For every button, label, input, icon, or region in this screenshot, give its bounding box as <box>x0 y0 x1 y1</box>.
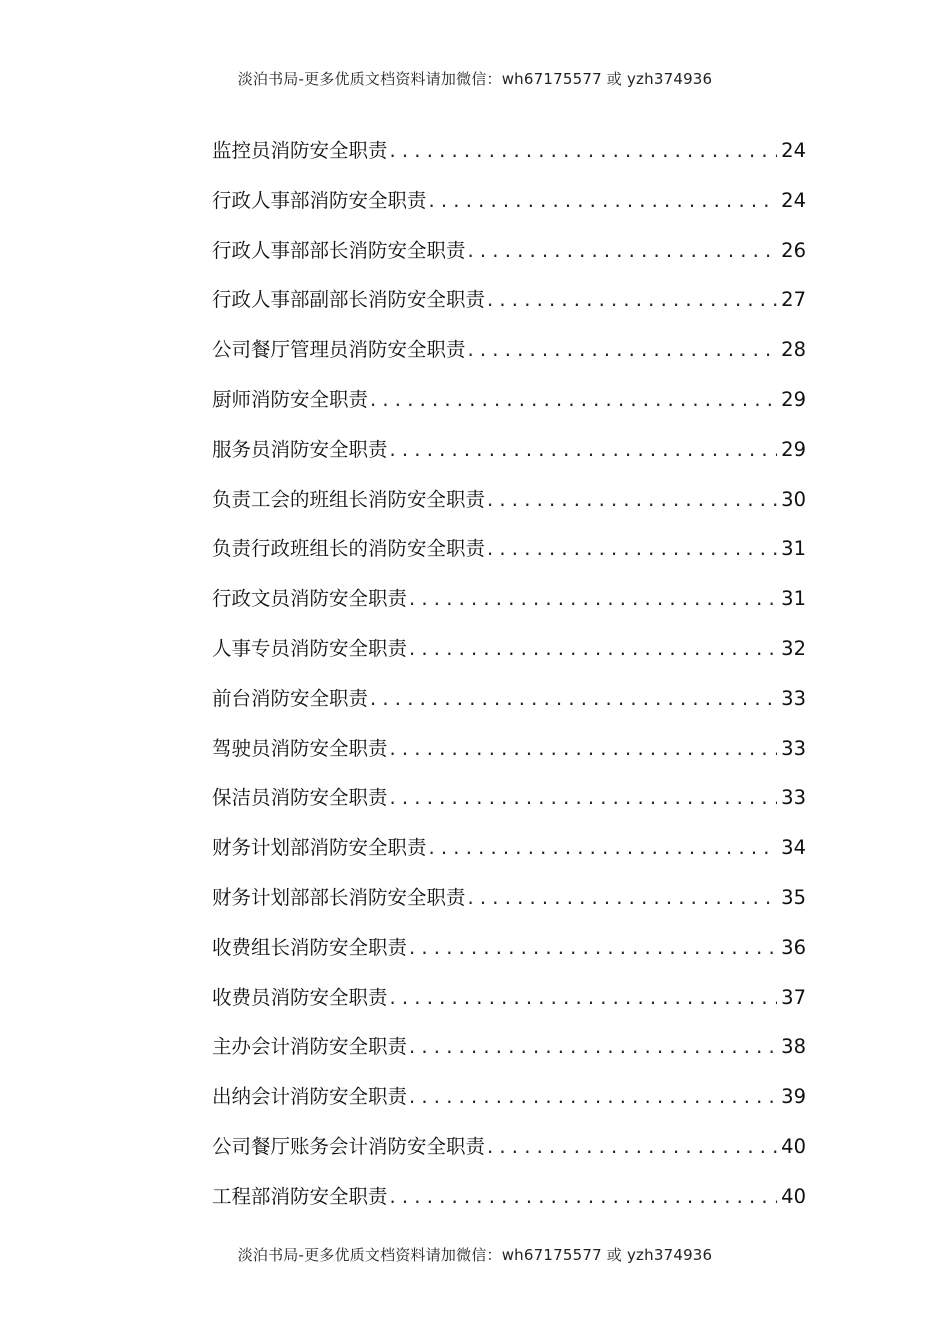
toc-dot-leader <box>487 1132 777 1162</box>
toc-entry[interactable] <box>212 684 806 734</box>
toc-entry-page-number: 27 <box>781 288 806 312</box>
toc-entry-title: 公司餐厅管理员消防安全职责 <box>212 338 466 362</box>
toc-entry[interactable] <box>212 435 806 485</box>
toc-entry-page-number: 31 <box>781 587 806 611</box>
toc-entry-page-number: 36 <box>781 935 806 959</box>
toc-entry[interactable] <box>212 1082 806 1132</box>
toc-entry-page-number: 40 <box>781 1134 806 1158</box>
toc-dot-leader <box>468 236 778 266</box>
toc-entry-page-number: 37 <box>781 985 806 1009</box>
toc-dot-leader <box>409 1082 777 1112</box>
toc-entry[interactable] <box>212 136 806 186</box>
table-of-contents <box>212 136 806 1232</box>
toc-entry-title: 工程部消防安全职责 <box>212 1184 388 1208</box>
toc-entry-title: 前台消防安全职责 <box>212 686 369 710</box>
toc-entry-title: 收费员消防安全职责 <box>212 985 388 1009</box>
toc-dot-leader <box>390 1182 778 1212</box>
toc-dot-leader <box>390 435 778 465</box>
toc-entry[interactable] <box>212 1182 806 1232</box>
toc-entry-page-number: 38 <box>781 1035 806 1059</box>
toc-entry-title: 行政人事部副部长消防安全职责 <box>212 288 486 312</box>
toc-entry-title: 负责行政班组长的消防安全职责 <box>212 537 486 561</box>
toc-entry-page-number: 39 <box>781 1085 806 1109</box>
toc-entry[interactable] <box>212 1032 806 1082</box>
toc-dot-leader <box>487 285 777 315</box>
toc-dot-leader <box>429 833 778 863</box>
toc-entry-page-number: 24 <box>781 188 806 212</box>
toc-dot-leader <box>390 136 778 166</box>
toc-entry-title: 驾驶员消防安全职责 <box>212 736 388 760</box>
toc-dot-leader <box>487 534 777 564</box>
toc-entry-page-number: 24 <box>781 139 806 162</box>
toc-entry-title: 财务计划部消防安全职责 <box>212 836 427 860</box>
toc-entry-title: 负责工会的班组长消防安全职责 <box>212 487 486 511</box>
toc-entry-page-number: 40 <box>781 1184 806 1208</box>
toc-entry[interactable] <box>212 1132 806 1182</box>
toc-entry[interactable] <box>212 833 806 883</box>
toc-entry-page-number: 31 <box>781 537 806 561</box>
toc-dot-leader <box>390 734 778 764</box>
toc-entry-page-number: 28 <box>781 338 806 362</box>
toc-entry-title: 保洁员消防安全职责 <box>212 786 388 810</box>
toc-entry-page-number: 35 <box>781 885 806 909</box>
toc-dot-leader <box>409 933 777 963</box>
toc-dot-leader <box>370 385 777 415</box>
toc-dot-leader <box>468 883 778 913</box>
toc-entry-title: 人事专员消防安全职责 <box>212 636 408 660</box>
toc-entry[interactable] <box>212 385 806 435</box>
toc-entry[interactable] <box>212 933 806 983</box>
toc-entry[interactable] <box>212 186 806 236</box>
toc-entry-title: 行政人事部部长消防安全职责 <box>212 238 466 262</box>
toc-entry-title: 财务计划部部长消防安全职责 <box>212 885 466 909</box>
toc-dot-leader <box>409 584 777 614</box>
toc-entry[interactable] <box>212 285 806 335</box>
toc-entry[interactable] <box>212 335 806 385</box>
toc-entry-title: 行政人事部消防安全职责 <box>212 188 427 212</box>
toc-dot-leader <box>429 186 778 216</box>
toc-dot-leader <box>409 1032 777 1062</box>
toc-dot-leader <box>468 335 778 365</box>
page-footer: 淡泊书局-更多优质文档资料请加微信：wh67175577 或 yzh374936 <box>237 1246 713 1264</box>
toc-entry-title: 主办会计消防安全职责 <box>212 1035 408 1059</box>
toc-entry-title: 厨师消防安全职责 <box>212 387 369 411</box>
toc-entry-page-number: 32 <box>781 636 806 660</box>
toc-entry[interactable] <box>212 783 806 833</box>
toc-entry[interactable] <box>212 883 806 933</box>
toc-entry-page-number: 26 <box>781 238 806 262</box>
toc-entry[interactable] <box>212 634 806 684</box>
page-header: 淡泊书局-更多优质文档资料请加微信：wh67175577 或 yzh374936 <box>237 70 713 88</box>
toc-entry-page-number: 33 <box>781 786 806 810</box>
toc-entry-title: 监控员消防安全职责 <box>212 139 388 162</box>
toc-entry-page-number: 30 <box>781 487 806 511</box>
toc-entry[interactable] <box>212 983 806 1033</box>
toc-entry-page-number: 34 <box>781 836 806 860</box>
toc-dot-leader <box>390 983 778 1013</box>
toc-entry[interactable] <box>212 236 806 286</box>
toc-entry-page-number: 33 <box>781 736 806 760</box>
toc-dot-leader <box>390 783 778 813</box>
toc-entry-title: 行政文员消防安全职责 <box>212 587 408 611</box>
toc-entry-title: 收费组长消防安全职责 <box>212 935 408 959</box>
toc-entry-title: 服务员消防安全职责 <box>212 437 388 461</box>
toc-entry-page-number: 29 <box>781 387 806 411</box>
toc-entry-page-number: 33 <box>781 686 806 710</box>
toc-entry-page-number: 29 <box>781 437 806 461</box>
toc-dot-leader <box>409 634 777 664</box>
toc-entry[interactable] <box>212 485 806 535</box>
toc-entry-title: 公司餐厅账务会计消防安全职责 <box>212 1134 486 1158</box>
toc-entry-title: 出纳会计消防安全职责 <box>212 1085 408 1109</box>
toc-entry[interactable] <box>212 584 806 634</box>
toc-dot-leader <box>487 485 777 515</box>
toc-entry[interactable] <box>212 734 806 784</box>
toc-dot-leader <box>370 684 777 714</box>
toc-entry[interactable] <box>212 534 806 584</box>
